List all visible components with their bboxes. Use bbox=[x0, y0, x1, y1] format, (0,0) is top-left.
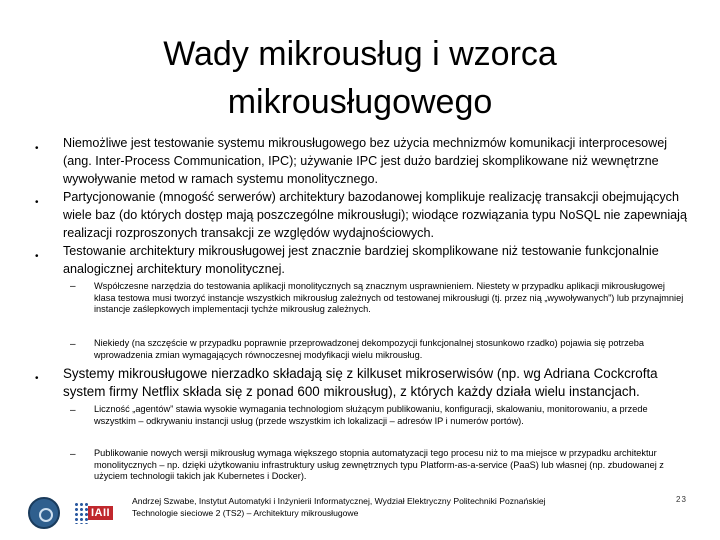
bullet-item-partitioning: Partycjonowanie (mnogość serwerów) architektury bazodanowej komplikuje realizację transakcji obejmujących wiele baz (do których dostęp mają poszczególne mikrousługi); wiodące rozwiązania typu NoSQL nie zapewniają realizacji rozproszonych transakcji ze względów wydajnościowych. bbox=[63, 190, 687, 240]
sub-bullet-marker: – bbox=[70, 339, 76, 350]
footer-course: Technologie sieciowe 2 (TS2) – Architektury mikrousługowe bbox=[132, 507, 359, 518]
slide-footer bbox=[132, 496, 632, 519]
sub-bullet-item-changes: Niekiedy (na szczęście w przypadku poprawnie przeprowadzonej dekompozycji funkcjonalnej stosunkowo rzadko) pojawia się potrzeba wprowadzenia zmian wymagających równoczesnej modyfikacji wielu mikrousług. bbox=[94, 338, 645, 360]
university-logo bbox=[28, 497, 60, 529]
sub-bullet-marker: – bbox=[70, 281, 76, 292]
sub-bullet-item-agents: Liczność „agentów” stawia wysokie wymagania technologiom służącym publikowaniu, konfiguracji, skalowaniu, monitorowaniu, a przede wszystkim – odkrywaniu instancji usług (przede wszystkim ich lokalizacji – adresów IP i numerów portów). bbox=[94, 404, 648, 426]
footer-author: Andrzej Szwabe, Instytut Automatyki i Inżynierii Informatycznej, Wydział Elektryczny Politechniki Poznańskiej bbox=[132, 496, 546, 506]
sub-bullet-item-publishing: Publikowanie nowych wersji mikrousług wymaga większego stopnia automatyzacji tego procesu niż to ma miejsce w przypadku architektur monolitycznych – np. dzięki użytkowaniu infrastruktury usług zewnętrznych typu Platform-as-a-service (PaaS) lub własnej (np. zbudowanej z użyciem technologii takich jak Kubernetes i Docker). bbox=[94, 448, 664, 482]
institute-logo-dots bbox=[74, 502, 88, 524]
bullet-marker: • bbox=[35, 143, 39, 154]
sub-bullet-item-test-tools: Współczesne narzędzia do testowania aplikacji monolitycznych są znacznym usprawnieniem. Niestety w przypadku aplikacji mikrousługowej klasa testowa musi tworzyć instancje wszystkich mikrousług zależnych od testowanej mikrousługi (tj. przez nią „wywoływanych”) lub przynajmniej instancje zaślepkowych implementacji tychże mikrousług zależnych. bbox=[94, 281, 684, 315]
slide-title: Wady mikrousług i wzorca mikrousługowego bbox=[163, 35, 557, 121]
bullet-marker: • bbox=[35, 373, 39, 384]
page-number: 23 bbox=[676, 495, 687, 504]
bullet-marker: • bbox=[35, 251, 39, 262]
bullet-item-netflix: Systemy mikrousługowe nierzadko składają się z kilkuset mikroserwisów (np. wg Adriana Cockcrofta system firmy Netflix składa się z ponad 600 mikrousług), z których każdy działa wielu instancjach. bbox=[63, 366, 658, 399]
sub-bullet-marker: – bbox=[70, 405, 76, 416]
bullet-marker: • bbox=[35, 197, 39, 208]
institute-logo bbox=[74, 500, 114, 526]
institute-logo-text: IAII bbox=[88, 506, 113, 520]
bullet-item-testing: Testowanie architektury mikrousługowej jest znacznie bardziej skomplikowane niż testowanie funkcjonalnie analogicznej architektury monolitycznej. bbox=[63, 244, 659, 276]
sub-bullet-marker: – bbox=[70, 449, 76, 460]
bullet-item-ipc: Niemożliwe jest testowanie systemu mikrousługowego bez użycia mechnizmów komunikacji interprocesowej (ang. Inter-Process Communication, IPC); używanie IPC jest dużo bardziej skomplikowane niż wewnętrzne wywoływanie metod w ramach systemu monolitycznego. bbox=[63, 136, 668, 186]
